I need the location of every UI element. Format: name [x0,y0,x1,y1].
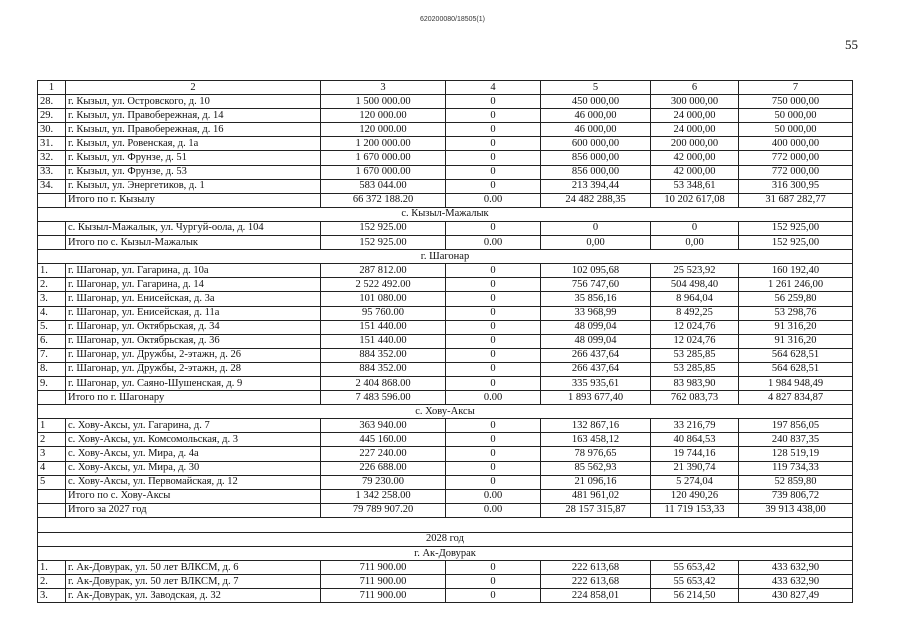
cell-col-3: 152 925.00 [321,221,446,235]
cell-col-6: 42 000,00 [651,151,739,165]
cell-col-6: 504 498,40 [651,278,739,292]
cell-col-5: 600 000,00 [541,137,651,151]
section-row [38,250,853,264]
cell-col-6: 200 000,00 [651,137,739,151]
cell-col-4: 0 [446,95,541,109]
cell-col-7: 316 300,95 [739,179,853,193]
cell-col-5: 213 394,44 [541,179,651,193]
table-row [38,123,853,137]
cell-col-7: 91 316,20 [739,334,853,348]
cell-col-7: 119 734,33 [739,461,853,475]
cell-col-6: 42 000,00 [651,165,739,179]
cell-col-1: 1. [38,561,66,575]
cell-col-1 [38,236,66,250]
cell-col-4: 0 [446,419,541,433]
cell-col-4: 0 [446,575,541,589]
table-row [38,348,853,362]
cell-col-7: 1 984 948,49 [739,376,853,390]
cell-col-1: 31. [38,137,66,151]
cell-col-2: г. Ак-Довурак, ул. 50 лет ВЛКСМ, д. 7 [66,575,321,589]
cell-col-1: 5 [38,475,66,489]
cell-col-7: 4 827 834,87 [739,391,853,405]
cell-col-6: 11 719 153,33 [651,503,739,517]
cell-col-2: Итого по г. Кызылу [66,193,321,207]
section-heading: г. Шагонар [38,250,853,264]
cell-col-2: г. Шагонар, ул. Дружбы, 2-этажн, д. 28 [66,362,321,376]
cell-col-1: 33. [38,165,66,179]
cell-col-5: 335 935,61 [541,376,651,390]
cell-col-3: 1 670 000.00 [321,151,446,165]
cell-col-7: 50 000,00 [739,109,853,123]
cell-col-5: 224 858,01 [541,589,651,603]
cell-col-5: 33 968,99 [541,306,651,320]
table-row [38,193,853,207]
cell-col-5: 78 976,65 [541,447,651,461]
cell-col-1: 34. [38,179,66,193]
cell-col-2: Итого по с. Кызыл-Мажалык [66,236,321,250]
cell-col-1: 3. [38,292,66,306]
cell-col-3: 583 044.00 [321,179,446,193]
table-row [38,589,853,603]
cell-col-5: 266 437,64 [541,362,651,376]
cell-col-1: 9. [38,376,66,390]
table-body [38,81,853,603]
cell-col-2: Итого за 2027 год [66,503,321,517]
cell-col-5: 856 000,00 [541,165,651,179]
cell-col-5: 102 095,68 [541,264,651,278]
cell-col-3: 1 670 000.00 [321,165,446,179]
cell-col-4: 0 [446,362,541,376]
cell-col-6: 19 744,16 [651,447,739,461]
cell-col-1 [38,489,66,503]
cell-col-3: 363 940.00 [321,419,446,433]
table-row [38,475,853,489]
cell-col-4: 0 [446,334,541,348]
cell-col-7: 433 632,90 [739,561,853,575]
cell-col-2: г. Кызыл, ул. Фрунзе, д. 53 [66,165,321,179]
cell-col-4: 0 [446,109,541,123]
cell-col-3: 711 900.00 [321,561,446,575]
cell-col-2: г. Шагонар, ул. Гагарина, д. 10а [66,264,321,278]
cell-col-6: 12 024,76 [651,334,739,348]
table-row [38,179,853,193]
cell-col-2: г. Кызыл, ул. Ровенская, д. 1а [66,137,321,151]
cell-col-4: 0 [446,320,541,334]
cell-col-7: 772 000,00 [739,165,853,179]
cell-col-7: 31 687 282,77 [739,193,853,207]
cell-col-2: г. Ак-Довурак, ул. Заводская, д. 32 [66,589,321,603]
cell-col-7: 91 316,20 [739,320,853,334]
cell-col-7: 152 925,00 [739,221,853,235]
cell-col-1: 2. [38,575,66,589]
cell-col-6: 21 390,74 [651,461,739,475]
cell-col-7: 430 827,49 [739,589,853,603]
budget-table [37,80,853,603]
cell-col-2: г. Кызыл, ул. Энергетиков, д. 1 [66,179,321,193]
table-row [38,391,853,405]
cell-col-3: 66 372 188.20 [321,193,446,207]
cell-col-1: 29. [38,109,66,123]
cell-col-6: 0,00 [651,236,739,250]
header-cell: 6 [651,81,739,95]
cell-col-7: 152 925,00 [739,236,853,250]
section-row [38,532,853,546]
cell-col-3: 1 342 258.00 [321,489,446,503]
cell-col-1: 1 [38,419,66,433]
cell-col-3: 884 352.00 [321,362,446,376]
cell-col-6: 25 523,92 [651,264,739,278]
cell-col-1: 32. [38,151,66,165]
cell-col-6: 8 964,04 [651,292,739,306]
cell-col-4: 0 [446,433,541,447]
cell-col-5: 85 562,93 [541,461,651,475]
header-cell: 5 [541,81,651,95]
cell-col-7: 53 298,76 [739,306,853,320]
cell-col-3: 226 688.00 [321,461,446,475]
cell-col-5: 28 157 315,87 [541,503,651,517]
table-row [38,109,853,123]
cell-col-4: 0 [446,348,541,362]
cell-col-3: 151 440.00 [321,320,446,334]
cell-col-4: 0.00 [446,391,541,405]
cell-col-1: 1. [38,264,66,278]
cell-col-1: 8. [38,362,66,376]
cell-col-1: 2 [38,433,66,447]
cell-col-7: 128 519,19 [739,447,853,461]
cell-col-3: 7 483 596.00 [321,391,446,405]
cell-col-2: с. Кызыл-Мажалык, ул. Чургуй-оола, д. 104 [66,221,321,235]
cell-col-6: 8 492,25 [651,306,739,320]
cell-col-4: 0 [446,151,541,165]
cell-col-6: 40 864,53 [651,433,739,447]
cell-col-4: 0.00 [446,236,541,250]
table-row [38,236,853,250]
cell-col-3: 151 440.00 [321,334,446,348]
table-row [38,561,853,575]
section-row [38,547,853,561]
cell-col-4: 0 [446,221,541,235]
header-row [38,81,853,95]
table-row [38,165,853,179]
cell-col-4: 0 [446,589,541,603]
cell-col-5: 46 000,00 [541,109,651,123]
cell-col-6: 10 202 617,08 [651,193,739,207]
table-row [38,575,853,589]
cell-col-6: 55 653,42 [651,575,739,589]
cell-col-6: 12 024,76 [651,320,739,334]
cell-col-7: 433 632,90 [739,575,853,589]
cell-col-4: 0 [446,447,541,461]
section-heading: с. Хову-Аксы [38,405,853,419]
table-row [38,503,853,517]
cell-col-4: 0 [446,123,541,137]
cell-col-6: 83 983,90 [651,376,739,390]
cell-col-7: 240 837,35 [739,433,853,447]
cell-col-3: 711 900.00 [321,575,446,589]
cell-col-1: 4. [38,306,66,320]
cell-col-7: 160 192,40 [739,264,853,278]
cell-col-3: 287 812.00 [321,264,446,278]
cell-col-2: с. Хову-Аксы, ул. Комсомольская, д. 3 [66,433,321,447]
cell-col-2: г. Шагонар, ул. Енисейская, д. 3а [66,292,321,306]
cell-col-6: 53 285,85 [651,362,739,376]
cell-col-2: г. Шагонар, ул. Гагарина, д. 14 [66,278,321,292]
cell-col-1: 28. [38,95,66,109]
section-heading: 2028 год [38,532,853,546]
cell-col-3: 445 160.00 [321,433,446,447]
cell-col-7: 56 259,80 [739,292,853,306]
cell-col-4: 0 [446,278,541,292]
table-row [38,151,853,165]
cell-col-2: г. Кызыл, ул. Правобережная, д. 14 [66,109,321,123]
cell-col-1: 6. [38,334,66,348]
cell-col-5: 481 961,02 [541,489,651,503]
cell-col-4: 0 [446,179,541,193]
cell-col-3: 101 080.00 [321,292,446,306]
cell-col-7: 564 628,51 [739,348,853,362]
cell-col-1 [38,391,66,405]
cell-col-7: 197 856,05 [739,419,853,433]
header-cell: 7 [739,81,853,95]
table-row [38,489,853,503]
cell-col-3: 884 352.00 [321,348,446,362]
document-id: 620200080/18505(1) [419,16,485,23]
table-row [38,95,853,109]
cell-col-4: 0 [446,461,541,475]
table-row [38,306,853,320]
cell-col-5: 222 613,68 [541,575,651,589]
cell-col-2: г. Кызыл, ул. Фрунзе, д. 51 [66,151,321,165]
cell-col-5: 46 000,00 [541,123,651,137]
cell-col-3: 79 789 907.20 [321,503,446,517]
table-row [38,292,853,306]
cell-col-6: 5 274,04 [651,475,739,489]
cell-col-1: 3. [38,589,66,603]
table-row [38,461,853,475]
cell-col-6: 0 [651,221,739,235]
cell-col-3: 95 760.00 [321,306,446,320]
cell-col-4: 0 [446,165,541,179]
cell-col-7: 772 000,00 [739,151,853,165]
cell-col-7: 39 913 438,00 [739,503,853,517]
cell-col-4: 0 [446,561,541,575]
table-row [38,221,853,235]
cell-col-1: 7. [38,348,66,362]
cell-col-1: 30. [38,123,66,137]
cell-col-1: 5. [38,320,66,334]
cell-col-5: 132 867,16 [541,419,651,433]
cell-col-3: 1 500 000.00 [321,95,446,109]
cell-col-2: Итого по г. Шагонару [66,391,321,405]
cell-col-2: г. Шагонар, ул. Октябрьская, д. 36 [66,334,321,348]
blank-cell [38,517,853,532]
section-row [38,405,853,419]
cell-col-7: 1 261 246,00 [739,278,853,292]
cell-col-4: 0 [446,306,541,320]
cell-col-2: г. Кызыл, ул. Правобережная, д. 16 [66,123,321,137]
cell-col-6: 24 000,00 [651,123,739,137]
cell-col-4: 0 [446,475,541,489]
cell-col-2: с. Хову-Аксы, ул. Первомайская, д. 12 [66,475,321,489]
cell-col-2: г. Шагонар, ул. Енисейская, д. 11а [66,306,321,320]
page-number: 55 [845,37,858,52]
cell-col-4: 0 [446,264,541,278]
cell-col-4: 0.00 [446,503,541,517]
cell-col-7: 400 000,00 [739,137,853,151]
cell-col-6: 53 348,61 [651,179,739,193]
cell-col-4: 0.00 [446,193,541,207]
cell-col-3: 2 522 492.00 [321,278,446,292]
cell-col-3: 711 900.00 [321,589,446,603]
cell-col-2: г. Кызыл, ул. Островского, д. 10 [66,95,321,109]
cell-col-6: 120 490,26 [651,489,739,503]
cell-col-1 [38,221,66,235]
cell-col-5: 0 [541,221,651,235]
cell-col-6: 24 000,00 [651,109,739,123]
cell-col-5: 450 000,00 [541,95,651,109]
header-cell: 1 [38,81,66,95]
cell-col-1: 4 [38,461,66,475]
cell-col-5: 1 893 677,40 [541,391,651,405]
cell-col-2: г. Шагонар, ул. Саяно-Шушенская, д. 9 [66,376,321,390]
cell-col-3: 79 230.00 [321,475,446,489]
blank-row [38,517,853,532]
section-heading: г. Ак-Довурак [38,547,853,561]
cell-col-2: г. Шагонар, ул. Октябрьская, д. 34 [66,320,321,334]
cell-col-4: 0 [446,376,541,390]
cell-col-1: 3 [38,447,66,461]
cell-col-5: 48 099,04 [541,334,651,348]
header-cell: 2 [66,81,321,95]
cell-col-6: 33 216,79 [651,419,739,433]
cell-col-5: 24 482 288,35 [541,193,651,207]
cell-col-3: 152 925.00 [321,236,446,250]
table-row [38,320,853,334]
cell-col-4: 0 [446,292,541,306]
section-heading: с. Кызыл-Мажалык [38,207,853,221]
cell-col-3: 120 000.00 [321,123,446,137]
cell-col-2: г. Шагонар, ул. Дружбы, 2-этажн, д. 26 [66,348,321,362]
cell-col-1 [38,193,66,207]
cell-col-6: 55 653,42 [651,561,739,575]
table-row [38,433,853,447]
header-cell: 4 [446,81,541,95]
cell-col-1 [38,503,66,517]
table-row [38,447,853,461]
cell-col-5: 21 096,16 [541,475,651,489]
table-row [38,334,853,348]
cell-col-1: 2. [38,278,66,292]
cell-col-7: 750 000,00 [739,95,853,109]
cell-col-4: 0 [446,137,541,151]
table-row [38,362,853,376]
cell-col-6: 53 285,85 [651,348,739,362]
table-row [38,137,853,151]
cell-col-5: 222 613,68 [541,561,651,575]
cell-col-7: 564 628,51 [739,362,853,376]
cell-col-2: с. Хову-Аксы, ул. Мира, д. 4а [66,447,321,461]
cell-col-5: 266 437,64 [541,348,651,362]
cell-col-6: 762 083,73 [651,391,739,405]
table-row [38,376,853,390]
cell-col-7: 52 859,80 [739,475,853,489]
cell-col-2: г. Ак-Довурак, ул. 50 лет ВЛКСМ, д. 6 [66,561,321,575]
cell-col-2: с. Хову-Аксы, ул. Мира, д. 30 [66,461,321,475]
table-row [38,419,853,433]
cell-col-3: 227 240.00 [321,447,446,461]
header-cell: 3 [321,81,446,95]
cell-col-5: 756 747,60 [541,278,651,292]
cell-col-2: с. Хову-Аксы, ул. Гагарина, д. 7 [66,419,321,433]
cell-col-7: 739 806,72 [739,489,853,503]
cell-col-7: 50 000,00 [739,123,853,137]
cell-col-6: 300 000,00 [651,95,739,109]
cell-col-5: 0,00 [541,236,651,250]
cell-col-5: 48 099,04 [541,320,651,334]
cell-col-2: Итого по с. Хову-Аксы [66,489,321,503]
cell-col-3: 1 200 000.00 [321,137,446,151]
cell-col-5: 163 458,12 [541,433,651,447]
cell-col-6: 56 214,50 [651,589,739,603]
section-row [38,207,853,221]
cell-col-3: 2 404 868.00 [321,376,446,390]
cell-col-5: 35 856,16 [541,292,651,306]
cell-col-4: 0.00 [446,489,541,503]
cell-col-3: 120 000.00 [321,109,446,123]
table-row [38,278,853,292]
table-row [38,264,853,278]
cell-col-5: 856 000,00 [541,151,651,165]
